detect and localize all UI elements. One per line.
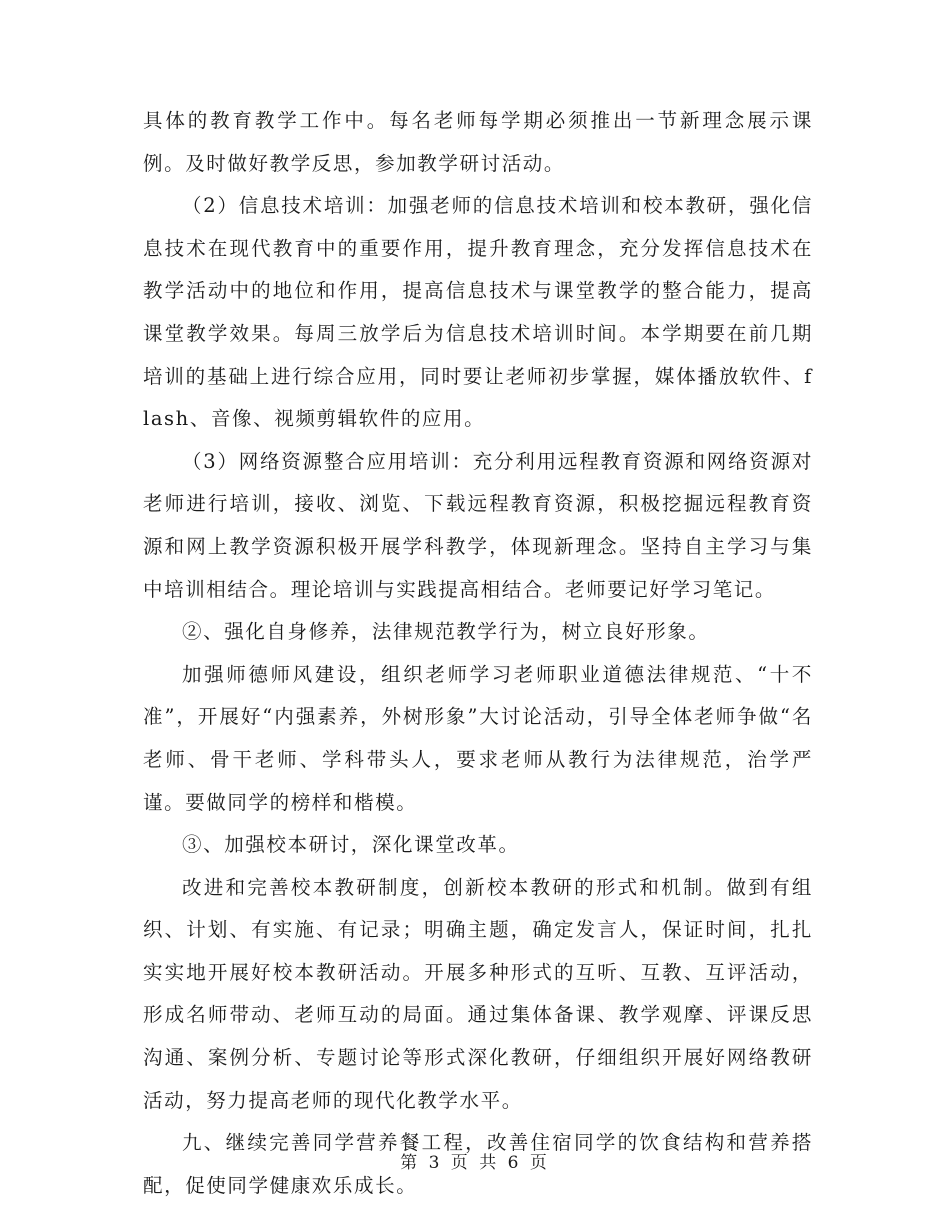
paragraph-2: （2）信息技术培训：加强老师的信息技术培训和校本教研，强化信息技术在现代教育中的重要作用，提升教育理念，充分发挥信息技术在教学活动中的地位和作用，提高信息技术与课堂教学的整合能力，提高课堂教学效果。每周三放学后为信息技术培训时间。本学期要在前几期培训的基础上进行综合应用，同时要让老师初步掌握，媒体播放软件、flash、音像、视频剪辑软件的应用。 [143,194,813,431]
paragraph-1: 具体的教育教学工作中。每名老师每学期必须推出一节新理念展示课例。及时做好教学反思，参加教学研讨活动。 [143,109,813,175]
paragraph-5: 加强师德师风建设，组织老师学习老师职业道德法律规范、“十不准”，开展好“内强素养，外树形象”大讨论活动，引导全体老师争做“名老师、骨干老师、学科带头人，要求老师从教行为法律规范，治学严谨。要做同学的榜样和楷模。 [143,662,813,814]
paragraph-4: ②、强化自身修养，法律规范教学行为，树立良好形象。 [182,620,710,644]
paragraph-3: （3）网络资源整合应用培训：充分利用远程教育资源和网络资源对老师进行培训，接收、浏览、下载远程教育资源，积极挖掘远程教育资源和网上教学资源积极开展学科教学，体现新理念。坚持自主学习与集中培训相结合。理论培训与实践提高相结合。老师要记好学习笔记。 [143,449,813,601]
paragraph-6: ③、加强校本研讨，深化课堂改革。 [182,833,520,857]
document-body [143,100,813,1207]
paragraph-7: 改进和完善校本教研制度，创新校本教研的形式和机制。做到有组织、计划、有实施、有记录；明确主题，确定发言人，保证时间，扎扎实实地开展好校本教研活动。开展多种形式的互听、互教、互评活动，形成名师带动、老师互动的局面。通过集体备课、教学观摩、评课反思沟通、案例分析、专题讨论等形式深化教研，仔细组织开展好网络教研活动，努力提高老师的现代化教学水平。 [143,875,813,1112]
page-number-footer: 第 3 页 共 6 页 [400,1153,550,1173]
paragraph-8: 九、继续完善同学营养餐工程，改善住宿同学的饮食结构和营养搭配，促使同学健康欢乐成长。 [143,1131,813,1197]
